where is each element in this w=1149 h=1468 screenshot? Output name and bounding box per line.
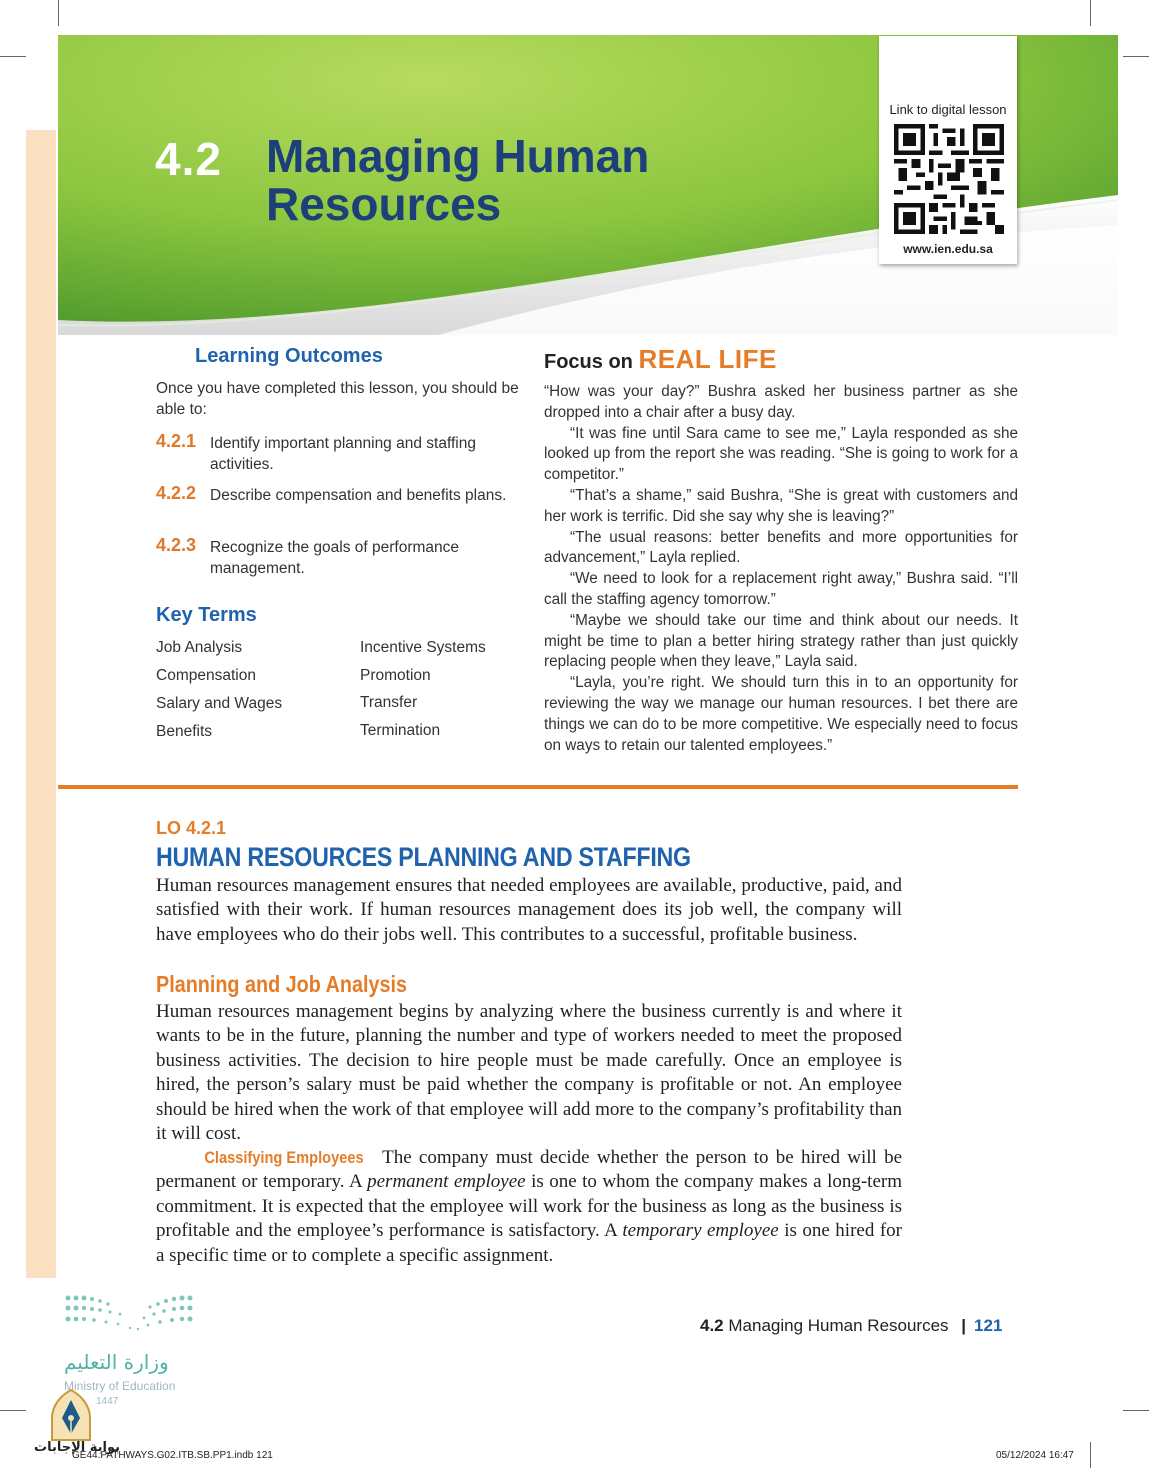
outcome-text: Identify important planning and staffing activities. [210,435,476,473]
section-heading: HUMAN RESOURCES PLANNING AND STAFFING [156,842,691,872]
print-date: 05/12/2024 16:47 [996,1450,1074,1461]
outcome-code: 4.2.3 [156,535,197,555]
outcome-text: Describe compensation and benefits plans. [210,487,507,504]
ministry-name-english: Ministry of Education [64,1379,176,1393]
lesson-title: Managing Human Resources [266,130,650,230]
crop-mark [1090,0,1091,26]
digital-lesson-card[interactable] [879,36,1017,264]
key-term: Termination [360,722,441,739]
paragraph-text: is one to whom the company makes a long-term commitment. It is expected that the employee will work for the business as long as the business is profitable and the employee’s performance is satisfactory. A [156,1171,902,1242]
story-paragraph: “How was your day?” Bushra asked her business partner as she dropped into a chair after a busy day. [544,383,1018,421]
key-term: Promotion [360,667,431,684]
story-paragraph: “Layla, you’re right. We should turn this in to an opportunity for reviewing the way we manage our human resources. I bet there are things we can do to be more competitive. We especially need to focus on ways to retain our talented employees.” [544,674,1018,754]
story-paragraph: “Maybe we should take our time and think about our needs. It might be time to plan a better hiring strategy rather than just quickly replacing people when they leave,” Layla said. [544,611,1018,671]
outcome-code: 4.2.2 [156,483,197,503]
paragraph-text: The company must decide whether the person to be hired will be permanent or temporary. A [156,1147,902,1193]
run-in-heading: Classifying Employees [204,1148,364,1167]
footer-separator: | [961,1316,967,1335]
page-footer [700,1316,1002,1336]
learning-outcome [156,537,516,579]
key-term: Salary and Wages [156,695,283,712]
learning-outcome [156,485,516,506]
key-term: Transfer [360,694,418,711]
learning-outcomes-intro: Once you have completed this lesson, you should be able to: [156,380,519,418]
learning-outcomes-heading: Learning Outcomes [195,345,383,367]
key-term: Benefits [156,723,213,740]
lo-label: LO 4.2.1 [156,818,227,838]
paragraph-text: is one hired for a specific time or to complete a specific assignment. [156,1220,902,1266]
classifying-employees-paragraph [156,1146,902,1268]
page-number: 121 [974,1316,1003,1335]
footer-lesson-title: Managing Human Resources [728,1316,949,1335]
crop-mark [1123,1410,1149,1411]
pen-nib-logo-icon [48,1388,94,1442]
ministry-year: 1447 [96,1396,119,1407]
qr-code-icon[interactable] [894,124,1004,234]
crop-mark [1123,56,1149,57]
key-term: Incentive Systems [360,639,486,656]
print-file-info: GE44.PATHWAYS.G02.ITB.SB.PP1.indb 121 [72,1450,273,1461]
story-paragraph: “That’s a shame,” said Bushra, “She is great with customers and her work is terrific. Did she say why she is leaving?” [544,486,1018,525]
outcome-text: Recognize the goals of performance management. [210,539,460,577]
crop-mark [58,0,59,26]
ministry-logo-icon [64,1292,200,1338]
footer-lesson-number: 4.2 [700,1316,724,1335]
story-paragraph: “We need to look for a replacement right away,” Bushra said. “I’ll call the staffing agency tomorrow.” [544,570,1018,608]
ministry-name-arabic: وزارة التعليم [64,1350,169,1374]
crop-mark [0,56,26,57]
crop-mark [0,1410,26,1411]
sub-heading: Planning and Job Analysis [156,971,407,997]
story-paragraph: “The usual reasons: better benefits and more opportunities for advancement,” Layla replied. [544,528,1018,567]
lesson-number: 4.2 [155,133,222,185]
story-paragraph: “It was fine until Sara came to see me,” Layla responded as she looked up from the report she was reading. “She is going to work for a competitor.” [544,424,1018,484]
qr-caption: Link to digital lesson [889,102,1007,117]
learning-outcome [156,433,516,475]
section-divider [58,785,1018,789]
focus-story [544,382,1018,756]
portal-name: بوابة الإجابات [34,1440,120,1455]
outcome-code: 4.2.1 [156,431,197,451]
focus-heading-prefix: Focus on [544,351,633,373]
focus-heading-emphasis: REAL LIFE [638,344,777,374]
term-temporary-employee: temporary employee [622,1220,779,1242]
job-analysis-paragraph: Human resources management begins by analyzing where the business currently is and where it wants to be in the future, planning the number and type of workers needed to meet the proposed business activities. The decision to hire people must be made carefully. Once an employee is hired, the person’s salary must be paid whether the company is profitable or not. An employee should be hired when the work of that employee will add more to the company’s profitability than it will cost. [156,1001,902,1145]
section-intro: Human resources management ensures that needed employees are available, productive, paid, and satisfied with their work. If human resources management does its job well, the company will have employees who do their jobs well. This contributes to a successful, profitable business. [156,875,902,945]
focus-heading [544,344,777,375]
key-term: Compensation [156,667,256,684]
key-terms-heading: Key Terms [156,604,257,626]
crop-mark [1090,1442,1091,1468]
digital-lesson-url[interactable]: www.ien.edu.sa [903,242,993,256]
term-permanent-employee: permanent employee [367,1171,526,1193]
key-term: Job Analysis [156,639,243,656]
side-accent-bar [26,130,56,1278]
